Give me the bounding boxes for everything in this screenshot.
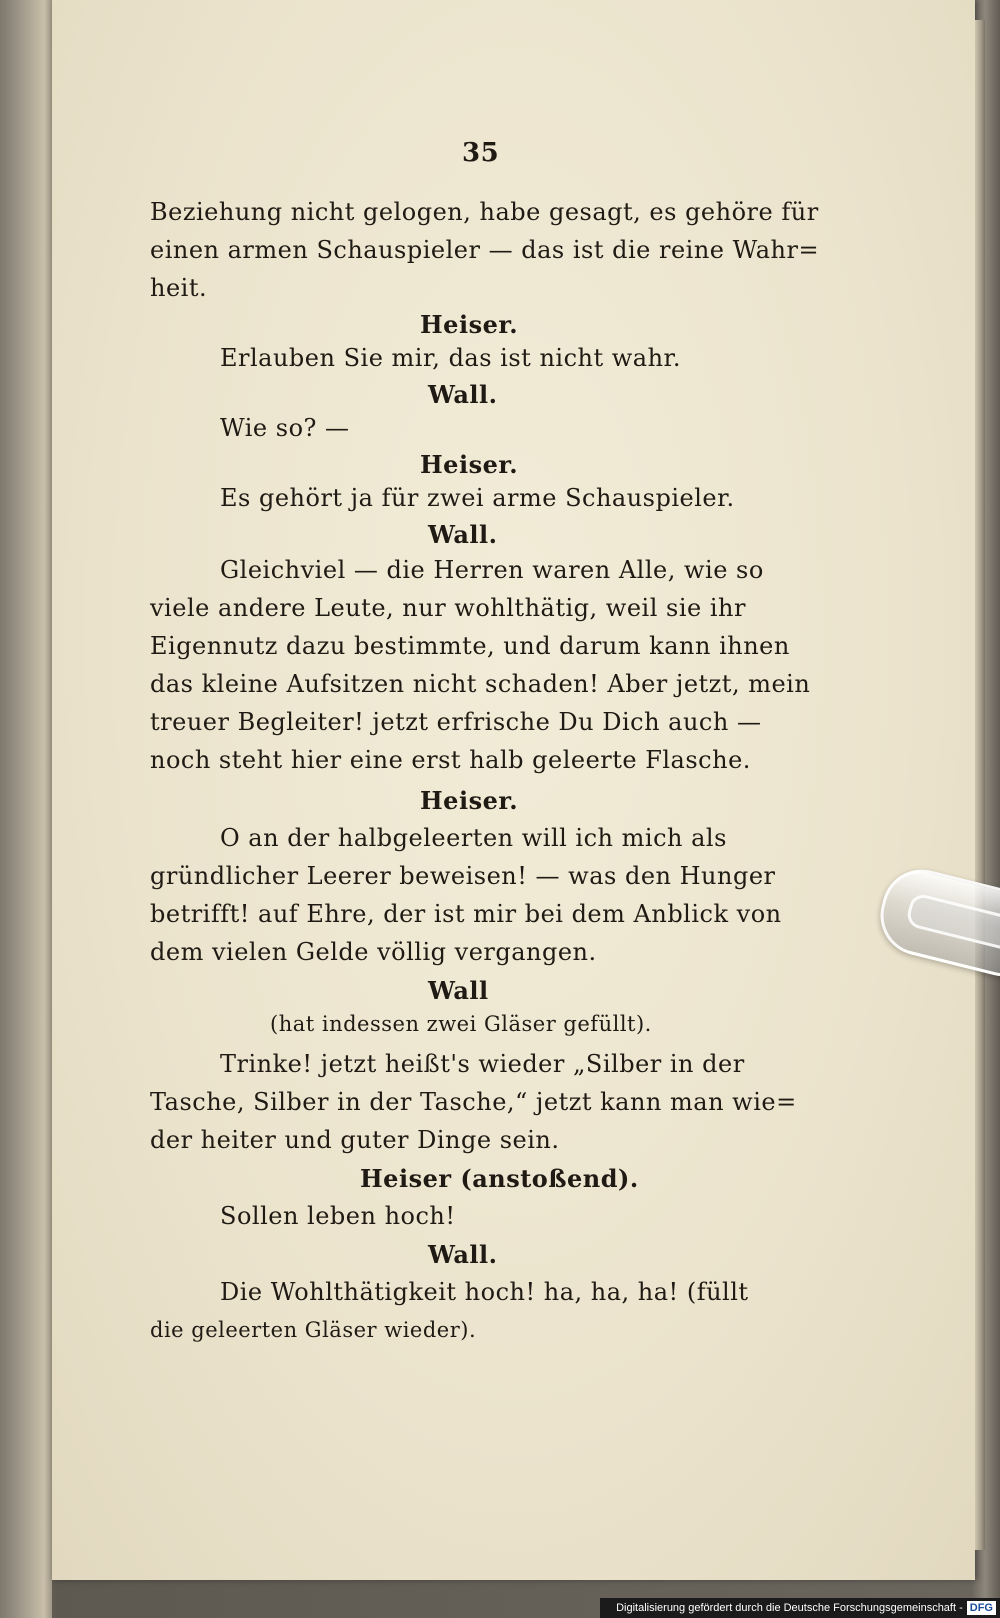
text-line: das kleine Aufsitzen nicht schaden! Aber jetzt, mein bbox=[150, 670, 811, 698]
text-line: viele andere Leute, nur wohlthätig, weil sie ihr bbox=[150, 594, 746, 622]
text-line: gründlicher Leerer beweisen! — was den Hunger bbox=[150, 862, 776, 890]
text-line: Gleichviel — die Herren waren Alle, wie so bbox=[220, 556, 764, 584]
speaker-name: Heiser. bbox=[420, 786, 519, 815]
text-line: der heiter und guter Dinge sein. bbox=[150, 1126, 560, 1154]
text-line: Wie so? — bbox=[220, 414, 350, 442]
speaker-name: Heiser. bbox=[420, 450, 519, 479]
text-line: noch steht hier eine erst halb geleerte Flasche. bbox=[150, 746, 751, 774]
speaker-name: Wall bbox=[428, 976, 489, 1005]
text-line: O an der halbgeleerten will ich mich als bbox=[220, 824, 727, 852]
page-stack-edge bbox=[975, 20, 985, 1550]
speaker-name: Wall. bbox=[428, 520, 498, 549]
stage-direction: die geleerten Gläser wieder). bbox=[150, 1318, 477, 1342]
footer-text: Digitalisierung gefördert durch die Deutsche Forschungsgemeinschaft - bbox=[616, 1602, 963, 1614]
digitization-footer bbox=[600, 1598, 1000, 1618]
text-line: heit. bbox=[150, 274, 208, 302]
speaker-name: Wall. bbox=[428, 380, 498, 409]
text-line: treuer Begleiter! jetzt erfrische Du Dich auch — bbox=[150, 708, 762, 736]
text-line: Erlauben Sie mir, das ist nicht wahr. bbox=[220, 344, 682, 372]
text-line: Beziehung nicht gelogen, habe gesagt, es gehöre für bbox=[150, 198, 819, 226]
text-line: Eigennutz dazu bestimmte, und darum kann ihnen bbox=[150, 632, 790, 660]
text-line: einen armen Schauspieler — das ist die reine Wahr= bbox=[150, 236, 820, 264]
speaker-name: Wall. bbox=[428, 1240, 498, 1269]
facing-page-edge bbox=[0, 0, 52, 1618]
speaker-name: Heiser (anstoßend). bbox=[360, 1164, 639, 1193]
text-line: Trinke! jetzt heißt's wieder „Silber in der bbox=[220, 1050, 745, 1078]
page-number: 35 bbox=[462, 138, 500, 168]
text-line: Sollen leben hoch! bbox=[220, 1202, 456, 1230]
text-line: betrifft! auf Ehre, der ist mir bei dem Anblick von bbox=[150, 900, 782, 928]
stage-direction: (hat indessen zwei Gläser gefüllt). bbox=[270, 1012, 652, 1036]
speaker-name: Heiser. bbox=[420, 310, 519, 339]
text-line: Tasche, Silber in der Tasche,“ jetzt kann man wie= bbox=[150, 1088, 797, 1116]
text-line: Die Wohlthätigkeit hoch! ha, ha, ha! (füllt bbox=[220, 1278, 749, 1306]
dfg-logo: DFG bbox=[967, 1601, 996, 1615]
text-line: dem vielen Gelde völlig vergangen. bbox=[150, 938, 597, 966]
text-line: Es gehört ja für zwei arme Schauspieler. bbox=[220, 484, 735, 512]
